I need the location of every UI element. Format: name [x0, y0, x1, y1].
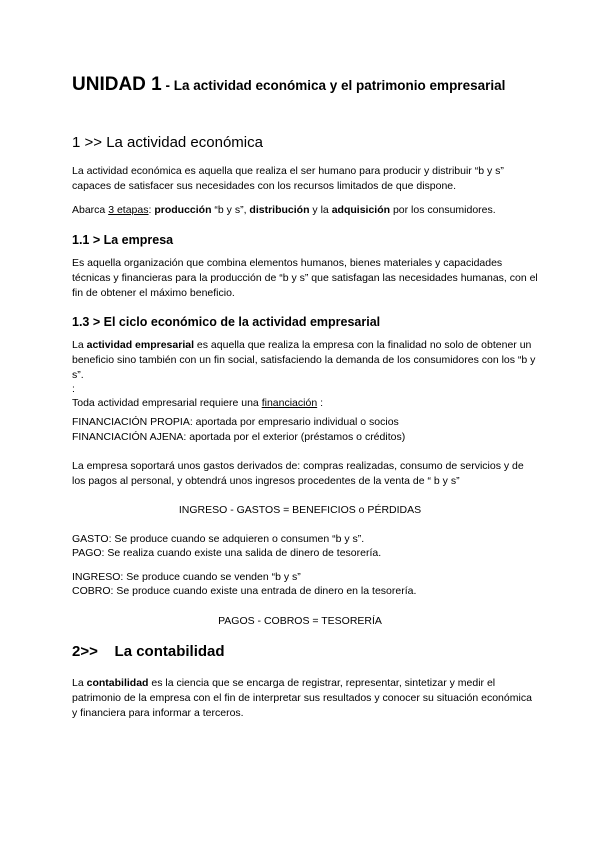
cobro-definition: COBRO: Se produce cuando existe una entrada de dinero en la tesorería. — [72, 585, 417, 597]
section-1-1-heading: 1.1 > La empresa — [72, 233, 174, 247]
unit-subtitle: - La actividad económica y el patrimonio empresarial — [161, 78, 506, 93]
stage-adquisicion: adquisición — [331, 204, 391, 216]
financiacion-ajena: FINANCIACIÓN AJENA: aportada por el exterior (préstamos o créditos) — [72, 431, 406, 443]
paragraph-text: es aquella que realiza la empresa con la finalidad no solo de obtener un beneficio sino también con un fin social, satisfaciendo la demanda de los consumidores con los “b y s”. — [72, 339, 536, 381]
stages-text: “b y s”, — [211, 204, 250, 216]
ingreso-definition: INGRESO: Se produce cuando se venden “b y s” — [72, 571, 301, 583]
unit-title: UNIDAD 1 — [72, 74, 162, 95]
stages-text: por los consumidores. — [390, 204, 496, 216]
formula-beneficios: INGRESO - GASTOS = BENEFICIOS o PÉRDIDAS — [178, 504, 422, 516]
stages-text: y la — [309, 204, 332, 216]
stages-colon: : — [148, 204, 155, 216]
paragraph-text: es la ciencia que se encarga de registrar, representar, sintetizar y medir el patrimonio de la empresa con el fin de interpretar sus resultados y conocer su situación económica y financiera para informar a terceros. — [72, 677, 532, 719]
colon-line: : — [72, 383, 75, 395]
stage-produccion: producción — [154, 204, 212, 216]
actividad-empresarial-term: actividad empresarial — [86, 339, 194, 351]
financiacion-colon: : — [317, 397, 323, 409]
stages-text: Abarca — [72, 204, 109, 216]
section-1-intro: La actividad económica es aquella que realiza el ser humano para producir y distribuir “b y s” capaces de satisfacer sus necesidades con los recursos limitados de que dispone. — [72, 165, 504, 192]
financiacion-text: Toda actividad empresarial requiere una — [72, 397, 262, 409]
section-1-stages — [72, 203, 540, 218]
gasto-definition: GASTO: Se produce cuando se adquieren o consumen “b y s”. — [72, 533, 365, 545]
financiacion-propia: FINANCIACIÓN PROPIA: aportada por empresario individual o socios — [72, 416, 399, 428]
section-2-heading: 2>> La contabilidad — [72, 643, 225, 660]
section-1-3-paragraph — [72, 338, 540, 383]
formula-tesoreria: PAGOS - COBROS = TESORERÍA — [218, 615, 382, 627]
contabilidad-term: contabilidad — [86, 677, 149, 689]
financiacion-line — [72, 396, 540, 411]
paragraph-text: La — [72, 677, 87, 689]
stages-underlined: 3 etapas — [108, 204, 149, 216]
section-1-3-heading: 1.3 > El ciclo económico de la actividad empresarial — [72, 315, 381, 329]
paragraph-text: La — [72, 339, 87, 351]
stage-distribucion: distribución — [249, 204, 310, 216]
financiacion-term: financiación — [261, 397, 318, 409]
section-1-1-text: Es aquella organización que combina elementos humanos, bienes materiales y capacidades técnicas y financieras para la producción de “b y s” que satisfagan las necesidades humanas, con el fin de obtener el máximo beneficio. — [72, 257, 538, 299]
gastos-paragraph: La empresa soportará unos gastos derivados de: compras realizadas, consumo de servicios y de los pagos al personal, y obtendrá unos ingresos procedentes de la venta de “ b y s” — [72, 460, 524, 487]
page-title — [72, 74, 540, 97]
section-1-heading: 1 >> La actividad económica — [72, 134, 263, 151]
pago-definition: PAGO: Se realiza cuando existe una salida de dinero de tesorería. — [72, 547, 382, 559]
section-2-paragraph — [72, 676, 540, 721]
